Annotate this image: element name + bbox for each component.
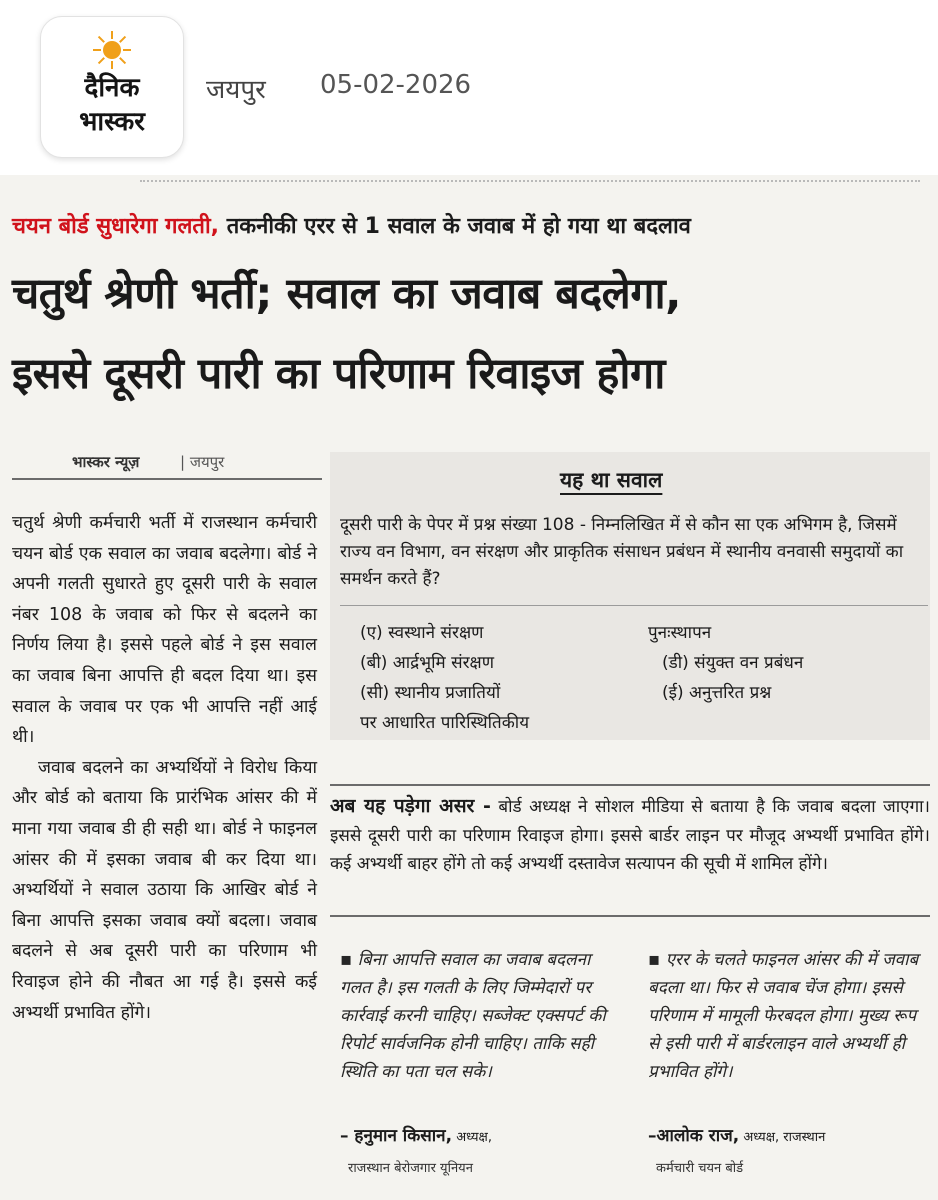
option-d: (डी) संयुक्त वन प्रबंधन (662, 653, 804, 673)
quote-2-author-role: अध्यक्ष, राजस्थान (739, 1130, 826, 1145)
article-body (12, 508, 317, 1028)
quote-1-text: बिना आपत्ति सवाल का जवाब बदलना गलत है। इस गलती के लिए जिम्मेदारों पर कार्रवाई करनी चाहिए। सब्जेक्ट एक्सपर्ट की रिपोर्ट सार्वजनिक होनी चाहिए। ताकि सही स्थिति का पता चल सके। (340, 950, 606, 1082)
kicker-text: तकनीकी एरर से 1 सवाल के जवाब में हो गया था बदलाव (219, 214, 691, 239)
question-divider (340, 605, 928, 606)
article-kicker (12, 210, 691, 240)
option-b: (बी) आर्द्रभूमि संरक्षण (360, 653, 495, 673)
option-e: (ई) अनुत्तरित प्रश्न (662, 683, 772, 703)
quote-2-author (648, 1123, 825, 1146)
impact-text: बोर्ड अध्यक्ष ने सोशल मीडिया से बताया है कि जवाब बदला जाएगा। इससे दूसरी पारी का परिणाम रिवाइज होगा। इससे बार्डर लाइन पर मौजूद अभ्यर्थी प्रभावित होंगे। कई अभ्यर्थी बाहर होंगे तो कई अभ्यर्थी दस्तावेज सत्यापन की सूची में शामिल होंगे। (330, 797, 930, 874)
impact-divider-top (330, 784, 930, 786)
bullet-icon: ▪ (340, 949, 353, 970)
question-text: दूसरी पारी के पेपर में प्रश्न संख्या 108 - निम्नलिखित में से कौन सा एक अभिगम है, जिसमें राज्य वन विभाग, वन संरक्षण और प्राकृतिक संसाधन प्रबंधन में स्थानीय वनवासी समुदायों का समर्थन करते हैं? (340, 515, 904, 589)
edition-date: 05-02-2026 (320, 70, 472, 100)
quote-1-author (340, 1123, 492, 1146)
quote-1-author-name: – हनुमान किसान, (340, 1126, 453, 1146)
headline-line1: चतुर्थ श्रेणी भर्ती; सवाल का जवाब बदलेगा, (12, 269, 682, 319)
headline-line2: इससे दूसरी पारी का परिणाम रिवाइज होगा (12, 349, 665, 399)
quote-1-author-role: अध्यक्ष, (452, 1130, 493, 1145)
body-paragraph-1: चतुर्थ श्रेणी कर्मचारी भर्ती में राजस्थान कर्मचारी चयन बोर्ड एक सवाल का जवाब बदलेगा। बोर्ड ने अपनी गलती सुधारते हुए दूसरी पारी के सवाल नंबर 108 के जवाब को फिर से बदलने का निर्णय लिया है। इससे पहले बोर्ड ने इस सवाल का जवाब बिना आपत्ति ही बदल दिया था। इस सवाल के जवाब पर एक भी आपत्ति नहीं आई थी। (12, 513, 317, 748)
quote-2 (648, 946, 933, 1086)
bullet-icon: ▪ (648, 949, 661, 970)
byline-source: भास्कर न्यूज़ (72, 453, 140, 471)
kicker-highlight: चयन बोर्ड सुधारेगा गलती, (12, 214, 220, 239)
option-a: (ए) स्वस्थाने संरक्षण (360, 623, 484, 643)
impact-lead: अब यह पड़ेगा असर - (330, 795, 491, 817)
option-c-line3: पुनःस्थापन (648, 623, 712, 643)
body-paragraph-2: जवाब बदलने का अभ्यर्थियों ने विरोध किया और बोर्ड को बताया कि प्रारंभिक आंसर की में माना गया जवाब डी ही सही था। बोर्ड ने फाइनल आंसर की में इसका जवाब बी कर दिया था। अभ्यर्थियों ने सवाल उठाया कि आखिर बोर्ड ने बिना आपत्ति इसका जवाब क्यों बदला। जवाब बदलने से अब दूसरी पारी का परिणाम भी रिवाइज होने की नौबत आ गई है। इससे कई अभ्यर्थी प्रभावित होंगे। (12, 757, 317, 1023)
quote-1-org: राजस्थान बेरोजगार यूनियन (348, 1161, 473, 1176)
option-c-line2: पर आधारित पारिस्थितिकीय (360, 713, 530, 733)
edition-city: जयपुर (206, 75, 266, 105)
question-box-title: यह था सवाल (560, 468, 663, 492)
option-c-line1: (सी) स्थानीय प्रजातियों (360, 683, 501, 703)
byline-divider (12, 478, 322, 480)
sun-logo-icon (92, 30, 132, 70)
quote-2-text: एरर के चलते फाइनल आंसर की में जवाब बदला था। फिर से जवाब चेंज होगा। इससे परिणाम में मामूली फेरबदल होगा। मुख्य रूप से इसी पारी में बार्डरलाइन वाले अभ्यर्थी ही प्रभावित होंगे। (648, 950, 919, 1082)
quote-1 (340, 946, 625, 1086)
impact-paragraph (330, 792, 930, 879)
quote-2-author-name: –आलोक राज, (648, 1126, 740, 1146)
torn-edge-divider (140, 180, 920, 188)
impact-divider-bottom (330, 915, 930, 917)
logo-text-line1: दैनिक (84, 73, 140, 103)
quote-2-org: कर्मचारी चयन बोर्ड (656, 1161, 744, 1176)
byline-city: | जयपुर (180, 453, 225, 471)
logo-text-line2: भास्कर (79, 107, 145, 137)
